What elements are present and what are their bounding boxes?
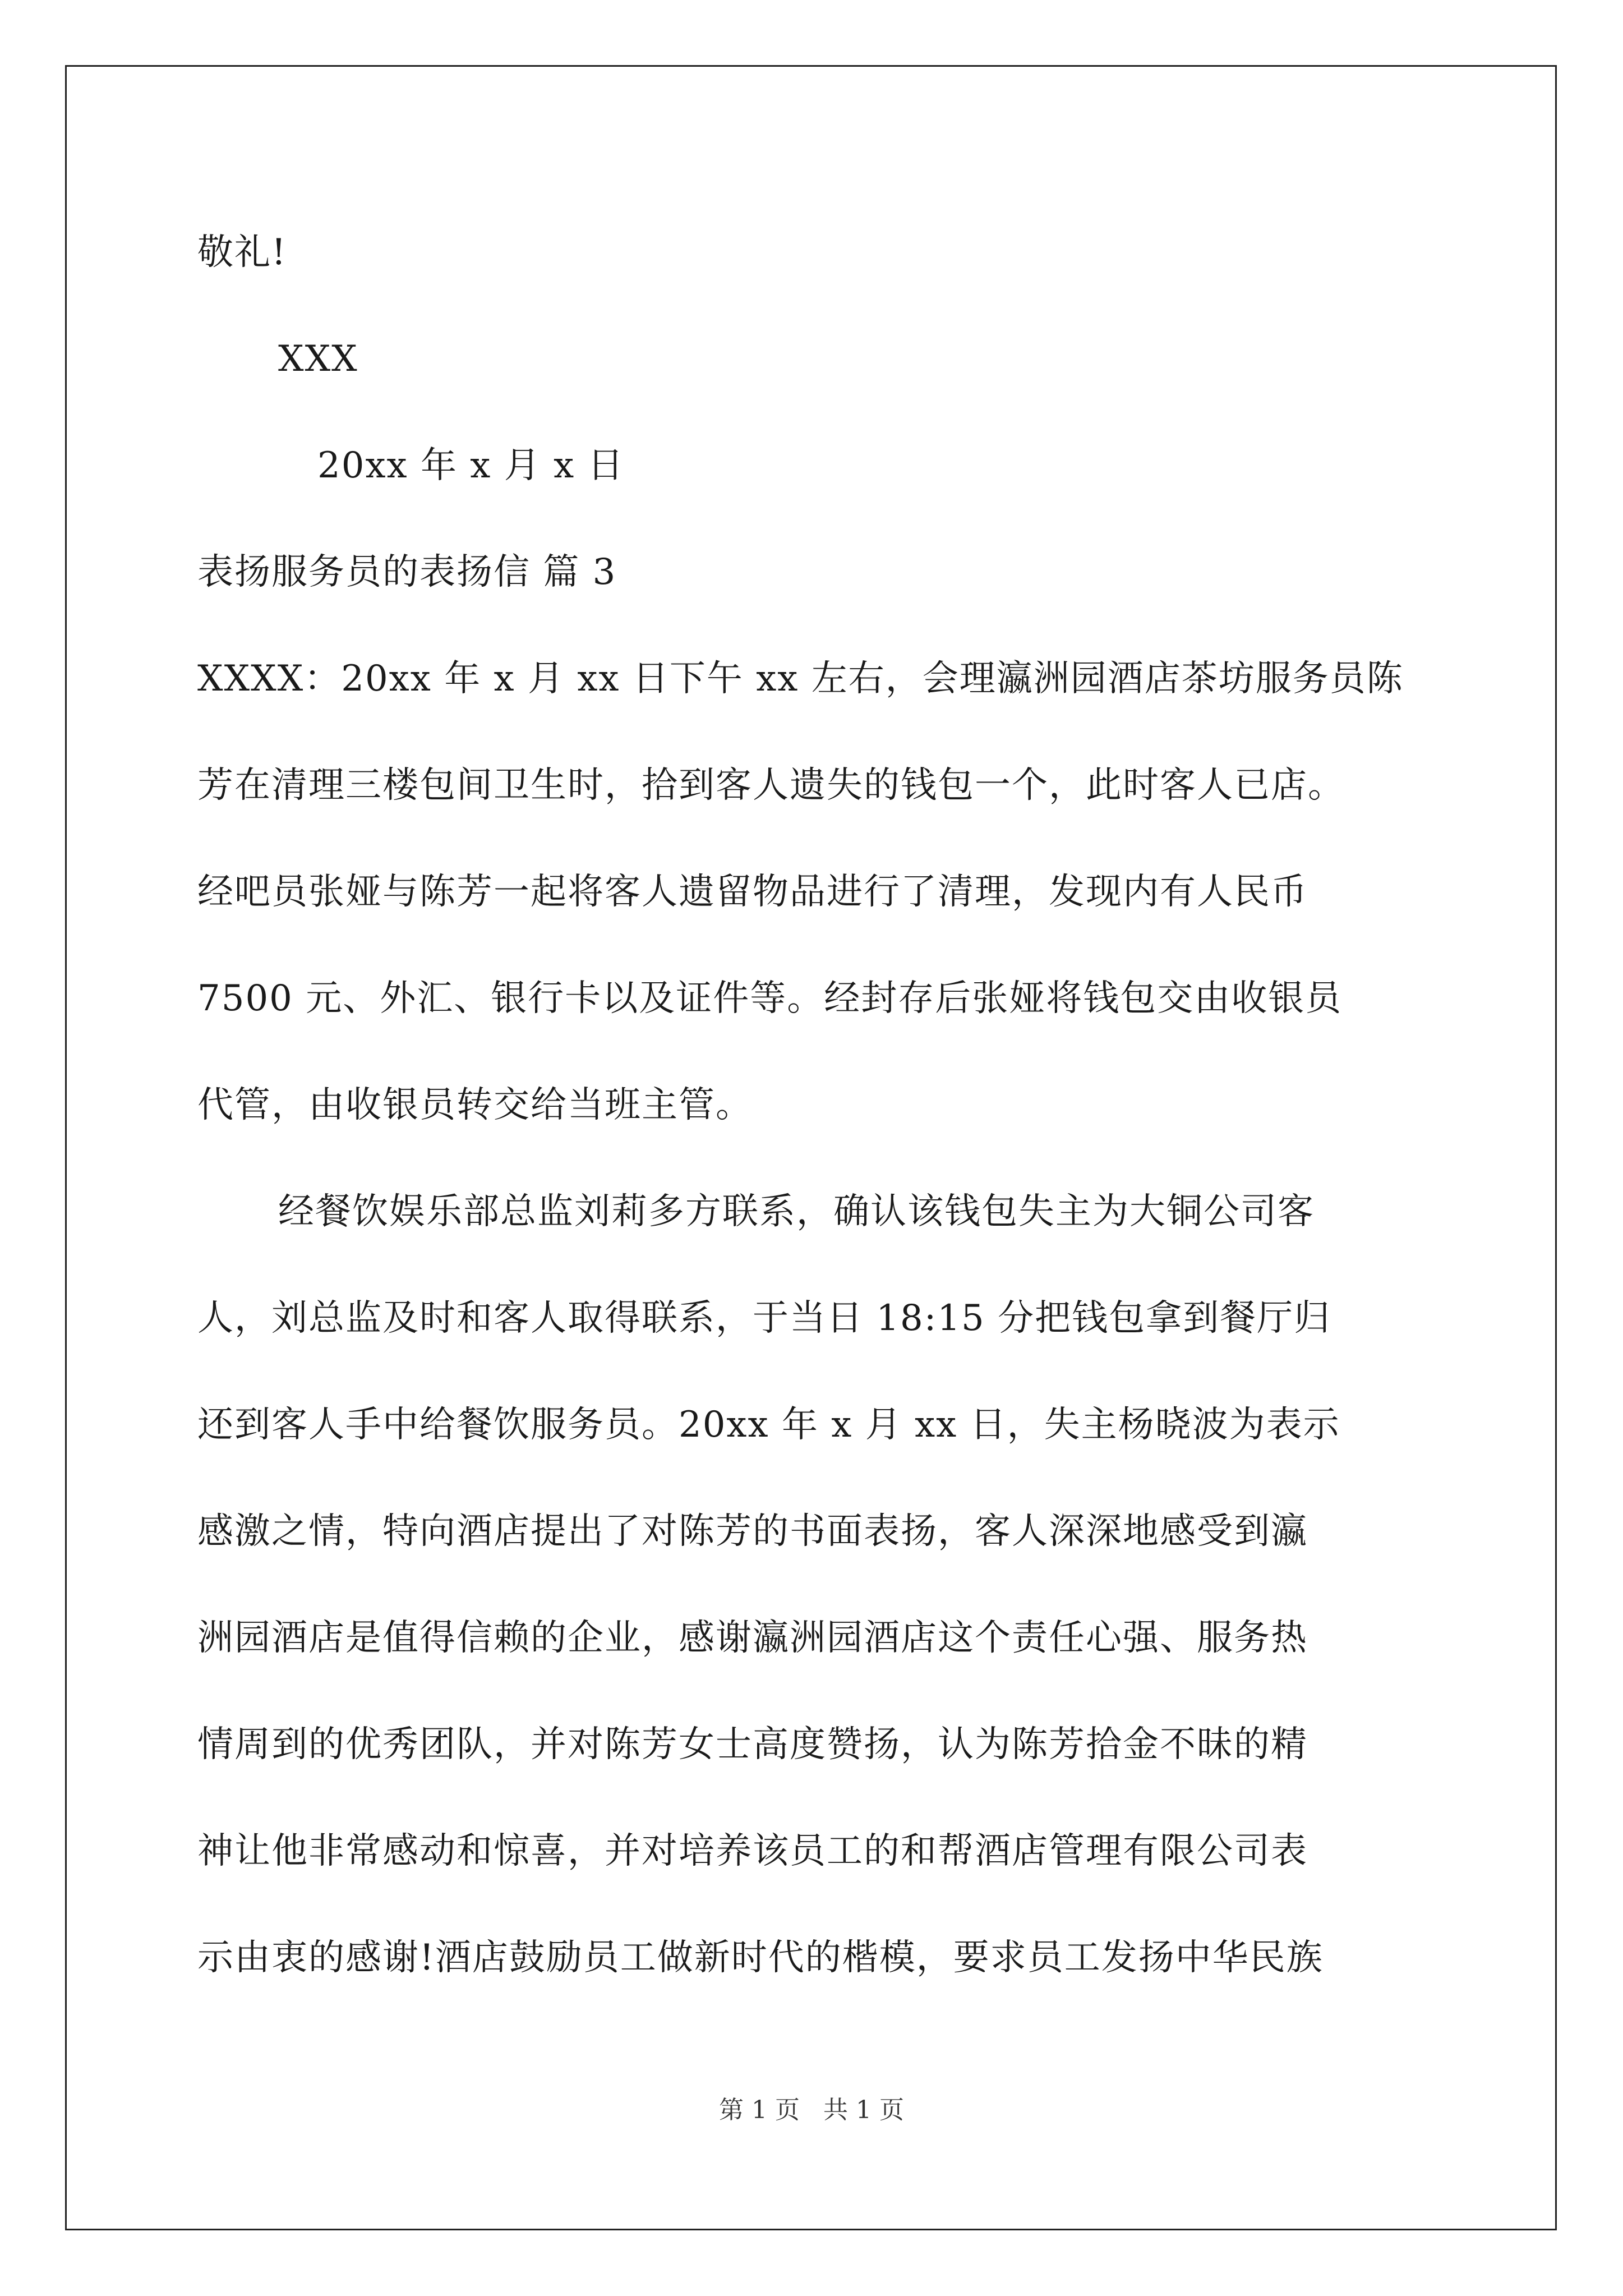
signature-name: XXX [278, 338, 358, 380]
body-line: 经吧员张娅与陈芳一起将客人遗留物品进行了清理，发现内有人民币 [197, 871, 1308, 913]
body-line: 7500 元、外汇、银行卡以及证件等。经封存后张娅将钱包交由收银员 [197, 978, 1343, 1019]
body-line: 还到客人手中给餐饮服务员。20xx 年 x 月 xx 日，失主杨晓波为表示 [197, 1404, 1340, 1446]
body-line: 代管，由收银员转交给当班主管。 [197, 1084, 753, 1126]
body-line: 情周到的优秀团队，并对陈芳女士高度赞扬，认为陈芳拾金不昧的精 [197, 1724, 1308, 1765]
body-line: XXXX：20xx 年 x 月 xx 日下午 xx 左右，会理瀛洲园酒店茶坊服务员陈 [197, 658, 1404, 700]
body-line: 经餐饮娱乐部总监刘莉多方联系，确认该钱包失主为大铜公司客 [278, 1191, 1315, 1232]
signature-date: 20xx 年 x 月 x 日 [317, 445, 625, 486]
body-line: 感激之情，特向酒店提出了对陈芳的书面表扬，客人深深地感受到瀛 [197, 1511, 1308, 1552]
closing-salutation: 敬礼! [197, 232, 287, 273]
section-heading: 表扬服务员的表扬信 篇 3 [197, 551, 617, 593]
page-border [65, 65, 1557, 2230]
page-footer [0, 2093, 1623, 2127]
body-line: 洲园酒店是值得信赖的企业，感谢瀛洲园酒店这个责任心强、服务热 [197, 1617, 1308, 1659]
page-total: 共 1 页 [823, 2096, 904, 2124]
page-number: 第 1 页 [719, 2096, 800, 2124]
body-line: 神让他非常感动和惊喜，并对培养该员工的和帮酒店管理有限公司表 [197, 1830, 1308, 1872]
body-line: 人，刘总监及时和客人取得联系，于当日 18:15 分把钱包拿到餐厅归 [197, 1297, 1331, 1339]
body-line: 示由衷的感谢!酒店鼓励员工做新时代的楷模，要求员工发扬中华民族 [197, 1937, 1324, 1978]
body-line: 芳在清理三楼包间卫生时，拾到客人遗失的钱包一个，此时客人已店。 [197, 765, 1345, 806]
